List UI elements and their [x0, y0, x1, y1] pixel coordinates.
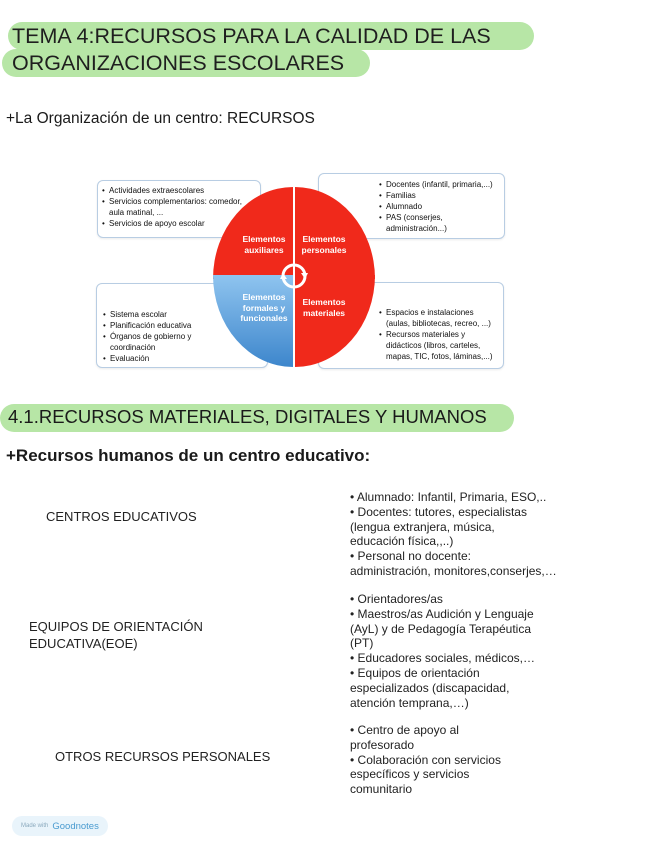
list-item: • Equipos de orientación especializados (discapacidad, atención temprana,…): [350, 665, 510, 710]
subtitle: +La Organización de un centro: RECURSOS: [6, 110, 315, 127]
cycle-arrows-icon: [279, 261, 309, 291]
list-item: • Educadores sociales, médicos,…: [350, 651, 535, 666]
row-label-centros: CENTROS EDUCATIVOS: [46, 509, 197, 524]
box-item: • Evaluación: [103, 353, 207, 364]
box-item: • Actividades extraescolares: [102, 185, 254, 196]
list-item: • Colaboración con servicios específicos y servicios comunitario: [350, 752, 501, 797]
badge-brand: Goodnotes: [52, 820, 99, 832]
box-item: • Alumnado: [379, 201, 496, 212]
row-items-eoe: [350, 592, 590, 710]
label-personales: Elementos personales: [301, 234, 347, 255]
box-item: • Servicios complementarios: comedor, aula matinal, ...: [102, 196, 254, 218]
box-item: • Planificación educativa: [103, 320, 207, 331]
row-items-centros: [350, 490, 590, 579]
box-item: • Espacios e instalaciones (aulas, bibliotecas, recreo, ...): [379, 307, 497, 329]
list-item: • Centro de apoyo al profesorado: [350, 723, 459, 752]
box-item: • Familias: [379, 190, 496, 201]
list-item: • Orientadores/as: [350, 592, 443, 606]
box-item: • Docentes (infantil, primaria,...): [379, 179, 496, 190]
human-resources-heading: +Recursos humanos de un centro educativo:: [6, 446, 371, 465]
list-item: • Alumnado: Infantil, Primaria, ESO,..: [350, 490, 547, 504]
box-item: • Órganos de gobierno y coordinación: [103, 331, 207, 353]
box-item: • PAS (conserjes, administración...): [379, 212, 496, 234]
row-label-eoe: EQUIPOS DE ORIENTACIÓN EDUCATIVA(EOE): [29, 619, 203, 651]
page-title-line-1: TEMA 4:RECURSOS PARA LA CALIDAD DE LAS: [12, 24, 491, 48]
row-items-otros: [350, 723, 590, 797]
goodnotes-badge[interactable]: [12, 816, 108, 836]
list-item: • Maestros/as Audición y Lenguaje (AyL) y de Pedagogía Terapéutica (PT): [350, 606, 534, 651]
box-item: • Servicios de apoyo escolar: [102, 218, 254, 229]
box-item: • Sistema escolar: [103, 309, 207, 320]
box-item: • Recursos materiales y didácticos (libros, carteles, mapas, TIC, fotos, láminas,...): [379, 329, 497, 362]
label-formales: Elementos formales y funcionales: [240, 292, 288, 323]
page-title-line-2: ORGANIZACIONES ESCOLARES: [12, 51, 345, 75]
row-label-otros: OTROS RECURSOS PERSONALES: [55, 749, 271, 764]
list-item: • Personal no docente: administración, monitores,conserjes,…: [350, 549, 557, 578]
label-auxiliares: Elementos auxiliares: [242, 234, 286, 255]
section-title: 4.1.RECURSOS MATERIALES, DIGITALES Y HUMANOS: [8, 406, 487, 427]
list-item: • Docentes: tutores, especialistas (lengua extranjera, música, educación física,,..): [350, 504, 527, 549]
label-materiales: Elementos materiales: [302, 297, 346, 318]
badge-prefix: Made with: [21, 823, 49, 829]
